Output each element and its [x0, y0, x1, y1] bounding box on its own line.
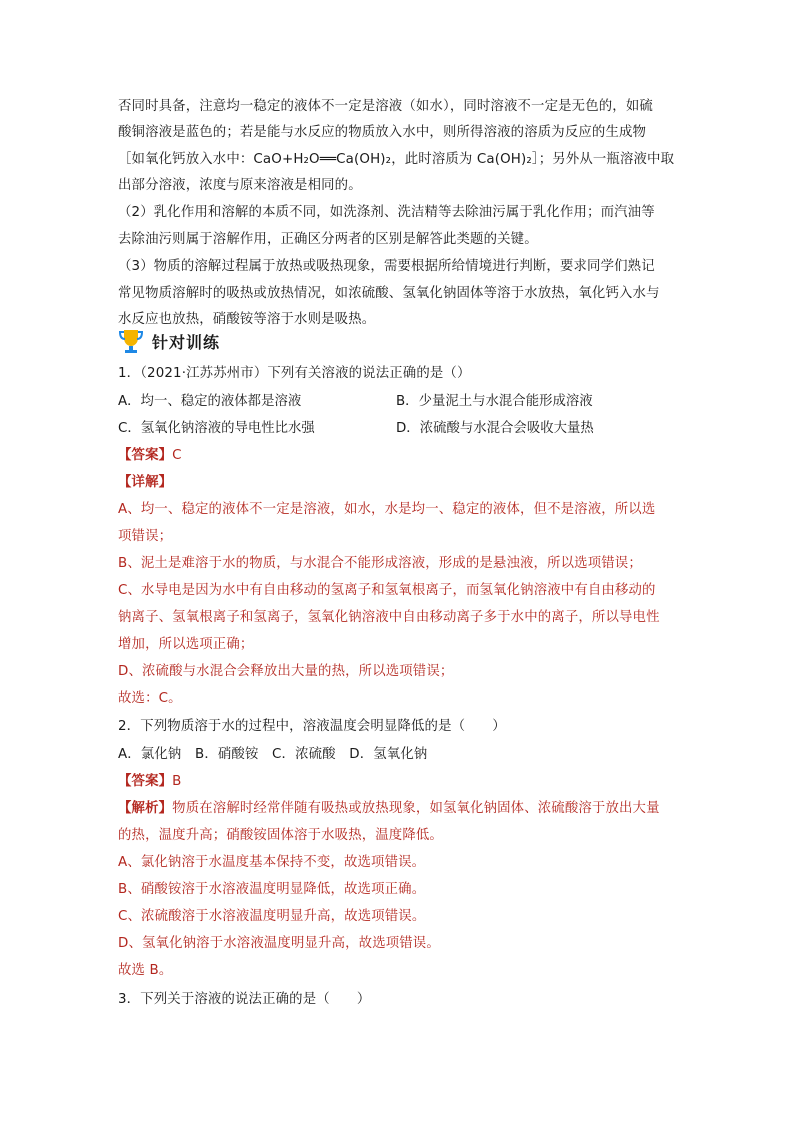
section-heading [118, 326, 220, 356]
q2-answer [118, 773, 182, 791]
q1-option-a: A．均一、稳定的液体都是溶液 [118, 394, 302, 409]
q1-answer [118, 447, 182, 465]
section-title: 针对训练 [152, 332, 221, 352]
q1-detail-line-1: A、均一、稳定的液体不一定是溶液，如水，水是均一、稳定的液体，但不是溶液，所以选 [118, 502, 656, 517]
q1-detail-line-4: C、水导电是因为水中有自由移动的氢离子和氢氧根离子，而氢氧化钠溶液中有自由移动的 [118, 583, 656, 598]
q2-analysis-line-4: B、硝酸铵溶于水溶液温度明显降低，故选项正确。 [118, 882, 426, 897]
q1-option-b: B．少量泥土与水混合能形成溶液 [396, 394, 593, 409]
q1-option-c: C．氢氧化钠溶液的导电性比水强 [118, 421, 315, 436]
q1-detail-tag: 【详解】 [118, 475, 173, 490]
answer-value: C [172, 448, 182, 463]
q2-analysis-line-6: D、氢氧化钠溶于水溶液温度明显升高，故选项错误。 [118, 936, 440, 951]
q2-options: A．氯化钠 B．硝酸铵 C．浓硫酸 D．氢氧化钠 [118, 747, 428, 762]
intro-line-2: 酸铜溶液是蓝色的；若是能与水反应的物质放入水中，则所得溶液的溶质为反应的生成物 [118, 125, 647, 140]
answer-tag: 【答案】 [118, 448, 173, 463]
q2-analysis-line-5: C、浓硫酸溶于水溶液温度明显升高，故选项错误。 [118, 909, 426, 924]
q2-analysis-line-3: A、氯化钠溶于水温度基本保持不变，故选项错误。 [118, 855, 426, 870]
intro-line-1: 否同时具备，注意均一稳定的液体不一定是溶液（如水），同时溶液不一定是无色的，如硫 [118, 99, 653, 114]
q1-detail-line-3: B、泥土是难溶于水的物质，与水混合不能形成溶液，形成的是悬浊液，所以选项错误； [118, 556, 642, 571]
analysis-text: 物质在溶解时经常伴随有吸热或放热现象，如氢氧化钠固体、浓硫酸溶于放出大量 [172, 801, 660, 816]
q2-analysis-line-2: 的热，温度升高；硝酸铵固体溶于水吸热，温度降低。 [118, 828, 443, 843]
q1-detail-line-5: 钠离子、氢氧根离子和氢离子，氢氧化钠溶液中自由移动离子多于水中的离子，所以导电性 [118, 610, 660, 625]
analysis-tag: 【解析】 [118, 801, 173, 816]
answer-value: B [172, 774, 182, 789]
q2-stem: 2．下列物质溶于水的过程中，溶液温度会明显降低的是（ ） [118, 719, 506, 734]
q1-option-d: D．浓硫酸与水混合会吸收大量热 [396, 421, 594, 436]
paragraph-3-line-1: （3）物质的溶解过程属于放热或吸热现象，需要根据所给情境进行判断，要求同学们熟记 [118, 259, 655, 274]
q1-stem: 1．（2021·江苏苏州市）下列有关溶液的说法正确的是（） [118, 366, 471, 381]
q1-conclusion: 故选：C。 [118, 691, 182, 706]
q3-stem: 3．下列关于溶液的说法正确的是（ ） [118, 992, 371, 1007]
answer-tag: 【答案】 [118, 774, 173, 789]
q2-analysis-line-1 [118, 800, 660, 818]
paragraph-3-line-3: 水反应也放热，硝酸铵等溶于水则是吸热。 [118, 312, 376, 327]
q1-detail-line-6: 增加，所以选项正确； [118, 637, 254, 652]
paragraph-3-line-2: 常见物质溶解时的吸热或放热情况，如浓硫酸、氢氧化钠固体等溶于水放热，氧化钙入水与 [118, 286, 660, 301]
intro-line-3: ［如氧化钙放入水中：CaO+H₂O══Ca(OH)₂，此时溶质为 Ca(OH)₂］；另外从一瓶溶液中取 [118, 152, 675, 167]
paragraph-2-line-2: 去除油污则属于溶解作用，正确区分两者的区别是解答此类题的关键。 [118, 232, 538, 247]
q2-conclusion: 故选 B。 [118, 963, 173, 978]
paragraph-2-line-1: （2）乳化作用和溶解的本质不同，如洗涤剂、洗洁精等去除油污属于乳化作用；而汽油等 [118, 205, 655, 220]
intro-line-4: 出部分溶液，浓度与原来溶液是相同的。 [118, 178, 362, 193]
trophy-icon [118, 327, 144, 355]
q1-detail-line-2: 项错误； [118, 529, 173, 544]
q1-detail-line-7: D、浓硫酸与水混合会释放出大量的热，所以选项错误； [118, 664, 454, 679]
